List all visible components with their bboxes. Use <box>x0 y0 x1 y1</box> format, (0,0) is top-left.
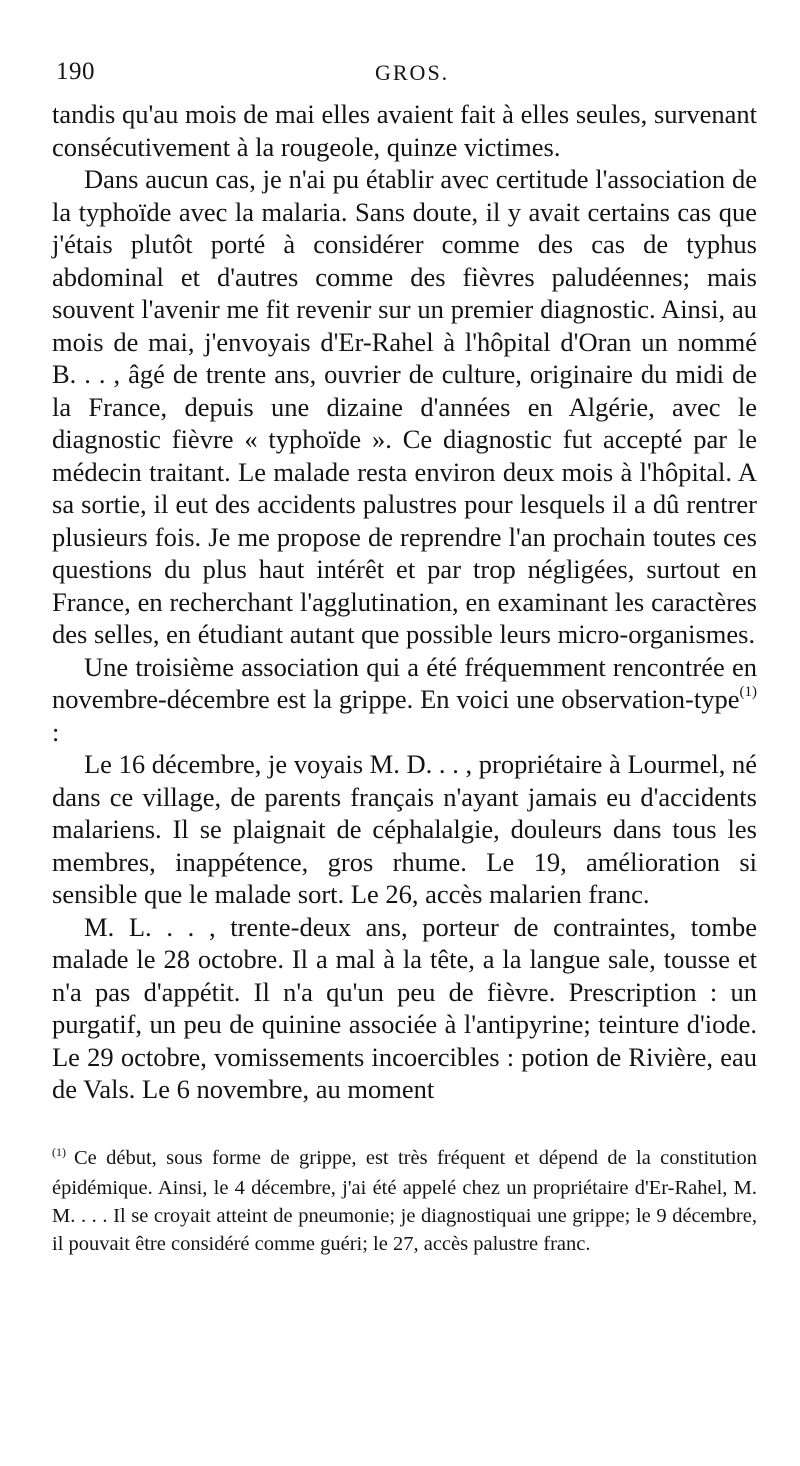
body-text <box>52 98 757 1106</box>
footnote-text: Ce début, sous forme de grippe, est très fréquent et dépend de la constitution épidémique. Ainsi, le 4 décembre, j'ai été appelé chez un propriétaire d'Er-Rahel, M. M. . . . Il se croyait atteint de pneumonie; je diagnostiquai une grippe; le 9 décembre, il pouvait être considéré comme guéri; le 27, accès palustre franc. <box>52 1146 757 1255</box>
document-page <box>52 58 757 1258</box>
paragraph-grippe-text: Une troisième association qui a été fréquemment rencontrée en novembre-décembre est la grippe. En voici une observation-type <box>52 651 757 714</box>
paragraph-observation-l: M. L. . . , trente-deux ans, porteur de contraintes, tombe malade le 28 octobre. Il a mal à la tête, a la langue sale, tousse et n'a pas d'appétit. Il n'a qu'un peu de fièvre. Prescription : un purgatif, un peu de quinine associée à l'antipyrine; teinture d'iode. Le 29 octobre, vomissements incoercibles : potion de Rivière, eau de Vals. Le 6 novembre, au moment <box>52 911 757 1104</box>
paragraph-grippe-association <box>52 651 757 749</box>
footnote-reference: (1) <box>739 684 757 701</box>
footnote <box>52 1144 757 1258</box>
footnote-marker: (1) <box>52 1144 66 1159</box>
page-header <box>52 58 757 98</box>
footnotes <box>52 1144 757 1258</box>
paragraph-continued: tandis qu'au mois de mai elles avaient fait à elles seules, survenant consécutivement à la rougeole, quinze victimes. <box>52 99 757 162</box>
paragraph-observation-d: Le 16 décembre, je voyais M. D. . . , propriétaire à Lourmel, né dans ce village, de parents français n'ayant jamais eu d'accidents malariens. Il se plaignait de céphalalgie, douleurs dans tous les membres, inappétence, gros rhume. Le 19, amélioration si sensible que le malade sort. Le 26, accès malarien franc. <box>52 749 757 909</box>
paragraph-typhoid-malaria: Dans aucun cas, je n'ai pu établir avec certitude l'association de la typhoïde avec la malaria. Sans doute, il y avait certains cas que j'étais plutôt porté à considérer comme des cas de typhus abdominal et d'autres comme des fièvres paludéennes; mais souvent l'avenir me fit revenir sur un premier diagnostic. Ainsi, au mois de mai, j'envoyais d'Er-Rahel à l'hôpital d'Oran un nommé B. . . , âgé de trente ans, ouvrier de culture, originaire du midi de la France, depuis une dizaine d'années en Algérie, avec le diagnostic fièvre « typhoïde ». Ce diagnostic fut accepté par le médecin traitant. Le malade resta environ deux mois à l'hôpital. A sa sortie, il eut des accidents palustres pour lesquels il a dû rentrer plusieurs fois. Je me propose de reprendre l'an prochain toutes ces questions du plus haut intérêt et par trop négligées, surtout en France, en recherchant l'agglutination, en examinant les caractères des selles, en étudiant autant que possible leurs micro-organismes. <box>52 164 757 649</box>
running-head: GROS. <box>375 60 450 85</box>
colon: : <box>52 716 60 747</box>
page-number: 190 <box>56 58 95 85</box>
